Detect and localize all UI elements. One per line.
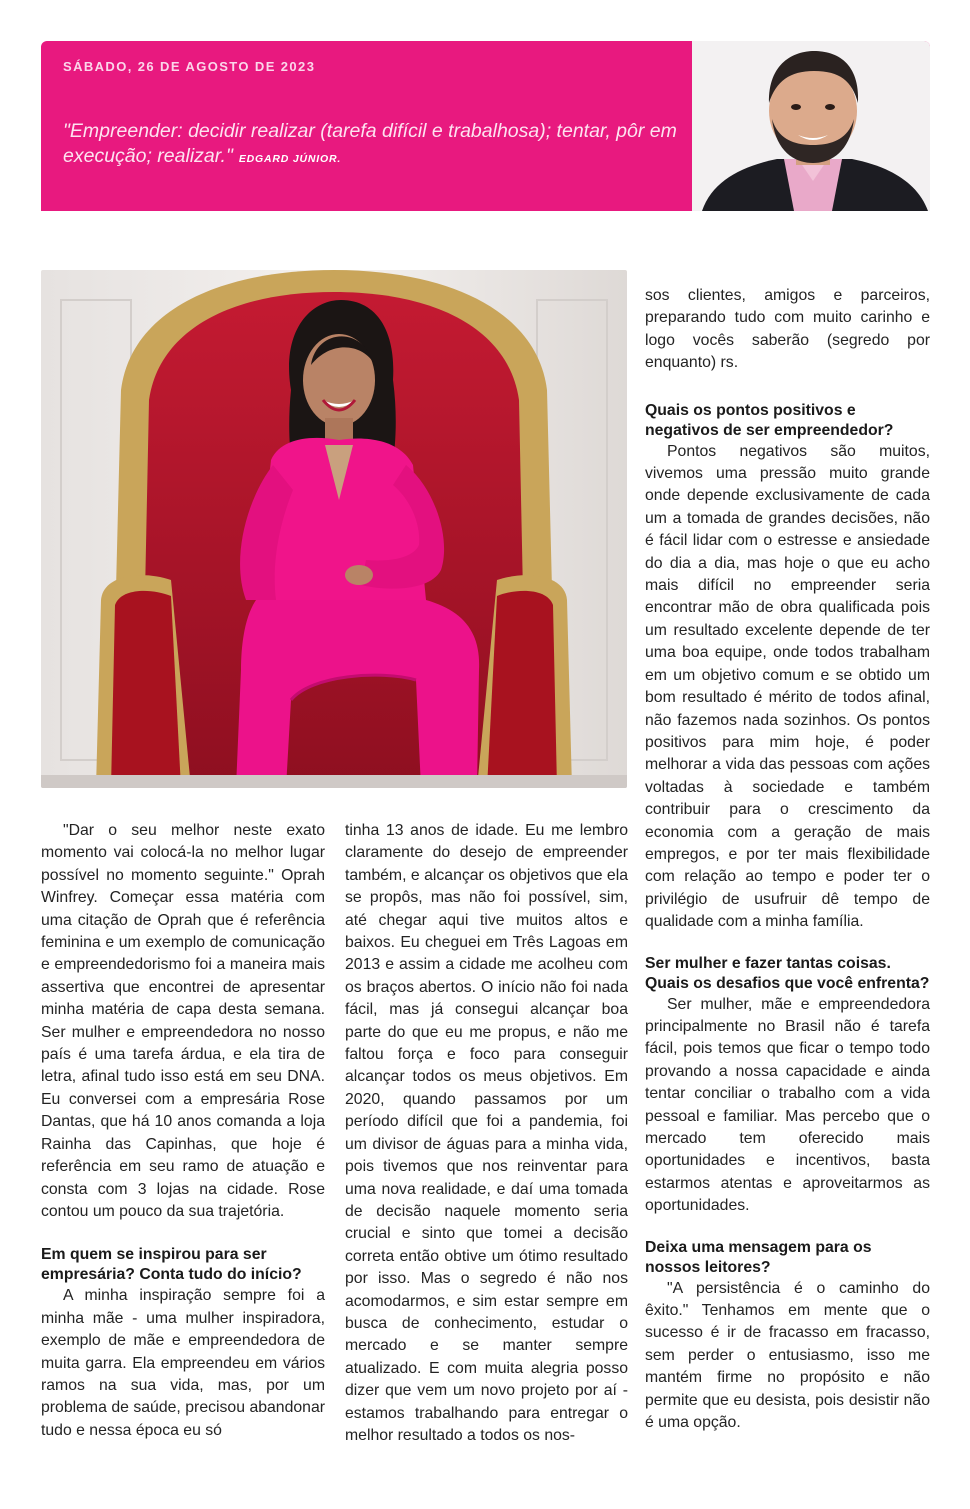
columnist-portrait — [692, 41, 930, 211]
continued-paragraph: tinha 13 anos de idade. Eu me lembro claramente do desejo de empreender também, e alcançar os objetivos que ela se propôs, mas não foi possível, sim, até chegar aqui tive muitos altos e baixos. Eu cheguei em Três Lagoas em 2013 e assim a cidade me acolheu com os braços abertos. O início não foi nada fácil, mas já consegui alcançar boa parte do que eu me propus, e não me faltou força e foco para conseguir alcançar todos os meus objetivos. Em 2020, quando passamos por um período difícil que foi a pandemia, foi um divisor de águas para a minha vida, pois tivemos que nos reinventar para uma nova realidade, e daí uma tomada de decisão naquele momento seria crucial e sinto que tomei a decisão correta então obtive um ótimo resultado por isso. Mas o segredo é não nos acomodarmos, e sim estar sempre em busca de conhecimento, estudar o mercado e se manter sempre atualizado. E com muita alegria posso dizer que vem um novo projeto por aí - estamos trabalhando para entregar o melhor resultado a todos os nos- — [345, 822, 628, 1444]
answer-paragraph: A minha inspiração sempre foi a minha mãe - uma mulher inspiradora, exemplo de mãe e empreendedora de muita garra. Ela empreendeu em vários ramos na sua vida, mas, por um problema de saúde, precisou abandonar tudo e nessa época eu só — [41, 1287, 325, 1439]
publication-date: SÁBADO, 26 DE AGOSTO DE 2023 — [63, 59, 316, 74]
header-quote — [63, 119, 683, 172]
quote-author: EDGARD JÚNIOR. — [238, 153, 342, 165]
article-column-1 — [41, 820, 325, 1442]
question-heading: Ser mulher e fazer tantas coisas. Quais os desafios que você enfrenta? — [645, 954, 930, 992]
column-header-banner — [41, 41, 930, 211]
question-heading: Em quem se inspirou para ser empresária? Conta tudo do início? — [41, 1246, 302, 1284]
article-column-2 — [345, 820, 628, 1447]
question-heading: Deixa uma mensagem para os nossos leitores? — [645, 1238, 872, 1276]
header-quote-text: "Empreender: decidir realizar (tarefa difícil e trabalhosa); tentar, pôr em execução; realizar." — [63, 120, 677, 167]
intro-paragraph: "Dar o seu melhor neste exato momento vai colocá-la no melhor lugar possível no momento seguinte." Oprah Winfrey. Começar essa matéria com uma citação de Oprah que é referência feminina e um exemplo de comunicação e empreendedorismo foi a maneira mais assertiva que encontrei de apresentar minha matéria de capa desta semana. Ser mulher e empreendedora no nosso país é uma tarefa árdua, e ela tira de letra, afinal tudo isso está em seu DNA. Eu conversei com a empresária Rose Dantas, que há 10 anos comanda a loja Rainha das Capinhas, que hoje é referência em seu ramo de atuação e consta com 3 lojas na cidade. Rose contou um pouco da sua trajetória. — [41, 822, 325, 1220]
cover-photo — [41, 270, 627, 788]
answer-paragraph: Ser mulher, mãe e empreendedora principalmente no Brasil não é tarefa fácil, pois temos que ficar o tempo todo provando a nossa capacidade e ainda tentar conciliar o trabalho com a vida pessoal e familiar. Mas percebo que o mercado tem oferecido mais oportunidades e incentivos, basta estarmos atentas e aproveitarmos as oportunidades. — [645, 995, 930, 1215]
answer-paragraph: "A persistência é o caminho do êxito." Tenhamos em mente que o sucesso é ir de fracasso em fracasso, sem perder o entusiasmo, isso me mantém firme no propósito e não permite que eu desista, pois desistir não é uma opção. — [645, 1279, 930, 1432]
continued-paragraph: sos clientes, amigos e parceiros, preparando tudo com muito carinho e logo vocês saberão (segredo por enquanto) rs. — [645, 287, 930, 372]
answer-paragraph: Pontos negativos são muitos, vivemos uma pressão muito grande onde depende exclusivamente de cada um a tomada de grandes decisões, não é fácil lidar com o estresse e ansiedade do dia a dia, mas hoje o que eu acho mais difícil no empreender seria encontrar mão de obra qualificada pois um resultado excelente depende de ter uma boa equipe, onde todos trabalham em um objetivo comum e se obtido um bom resultado é mérito de todos afinal, não fazemos nada sozinhos. Os pontos positivos para mim hoje, é poder melhorar a vida das pessoas com ações voltadas à sociedade e também contribuir para o crescimento da economia com a geração de mais empregos, e por ter mais flexibilidade com relação ao tempo e poder ter o privilégio de usufruir dê tempo de qualidade com a minha família. — [645, 442, 930, 931]
article-column-3 — [645, 285, 930, 1434]
question-heading: Quais os pontos positivos e negativos de ser empreendedor? — [645, 401, 894, 439]
